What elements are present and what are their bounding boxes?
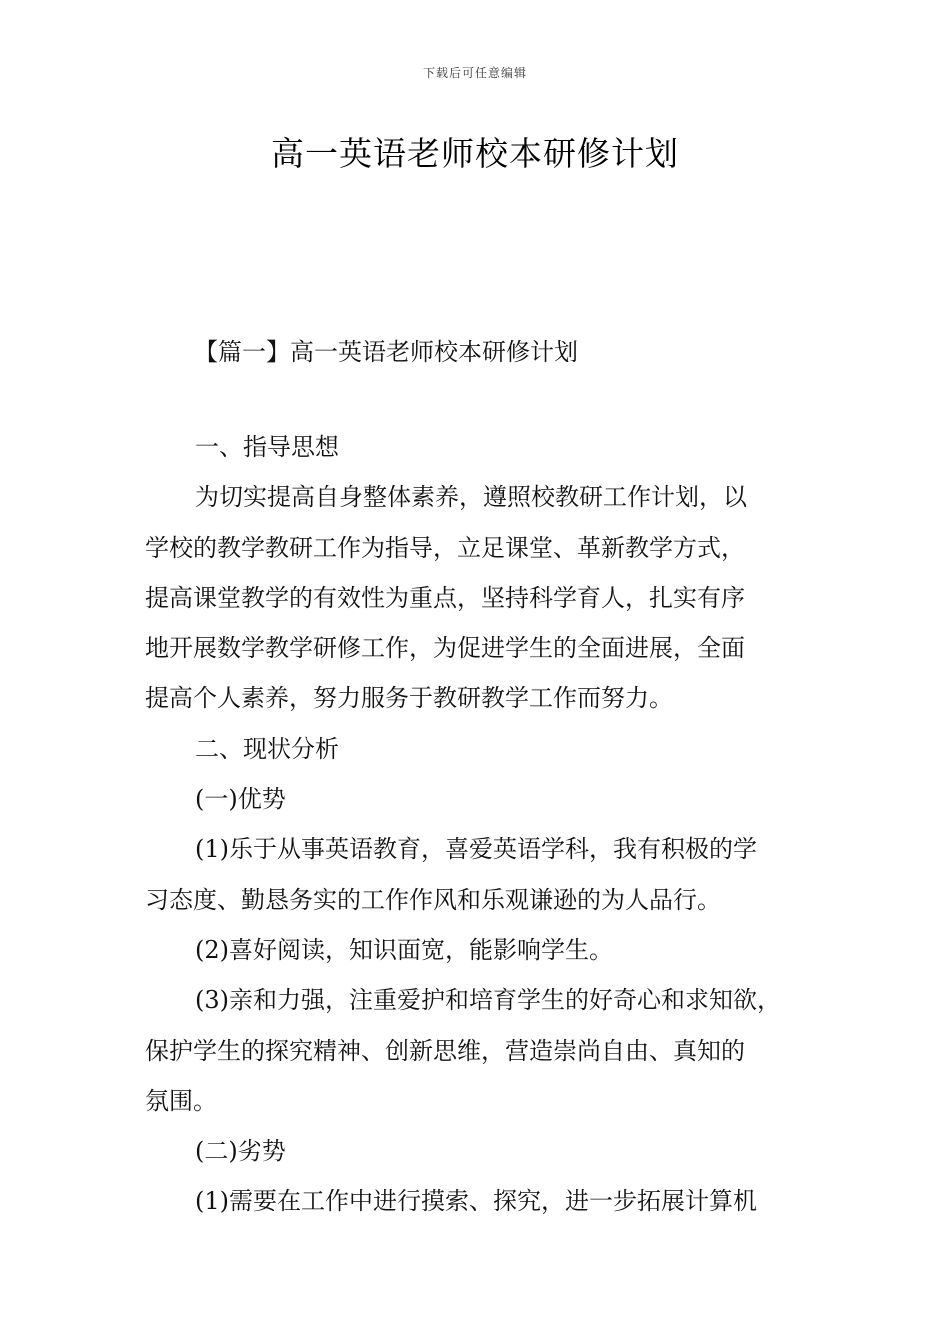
list-item-line: (1)乐于从事英语教育，喜爱英语学科，我有积极的学 bbox=[195, 835, 757, 864]
list-item-line: 保护学生的探究精神、创新思维，营造崇尚自由、真知的 bbox=[145, 1036, 745, 1065]
paragraph-line: 地开展数学教学研修工作，为促进学生的全面进展，全面 bbox=[145, 634, 745, 663]
list-item-line: (3)亲和力强，注重爱护和培育学生的好奇心和求知欲， bbox=[195, 986, 781, 1015]
header-note: 下载后可任意编辑 bbox=[422, 66, 527, 80]
paragraph-line: 提高课堂教学的有效性为重点，坚持科学育人，扎实有序 bbox=[145, 583, 745, 612]
list-item-line: (2)喜好阅读，知识面宽，能影响学生。 bbox=[195, 935, 613, 964]
heading-guiding-ideology: 一、指导思想 bbox=[195, 433, 339, 461]
paragraph-line: 学校的教学教研工作为指导，立足课堂、革新教学方式， bbox=[145, 533, 745, 562]
document-title: 高一英语老师校本研修计划 bbox=[271, 134, 679, 173]
subheading-strengths: (一)优势 bbox=[195, 785, 286, 814]
list-item-line: 习态度、勤恳务实的工作作风和乐观谦逊的为人品行。 bbox=[145, 885, 721, 914]
list-item-line: (1)需要在工作中进行摸索、探究，进一步拓展计算机 bbox=[195, 1187, 757, 1216]
paragraph-line: 提高个人素养，努力服务于教研教学工作而努力。 bbox=[145, 684, 673, 713]
list-item-line: 氛围。 bbox=[145, 1086, 217, 1115]
subheading-weaknesses: (二)劣势 bbox=[195, 1137, 286, 1166]
document-body bbox=[145, 422, 815, 1227]
heading-status-analysis: 二、现状分析 bbox=[195, 734, 339, 763]
section-heading: 【篇一】高一英语老师校本研修计划 bbox=[194, 338, 578, 366]
paragraph-line: 为切实提高自身整体素养，遵照校教研工作计划，以 bbox=[195, 483, 747, 512]
